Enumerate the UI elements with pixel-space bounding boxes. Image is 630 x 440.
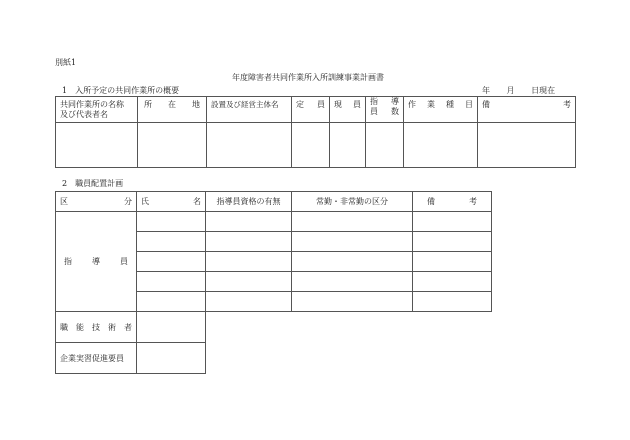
table-row [56, 343, 492, 374]
header-category-char: 区 [60, 197, 68, 206]
employment-cell[interactable] [292, 232, 413, 252]
qualification-cell[interactable] [206, 212, 292, 232]
qualification-cell[interactable] [206, 232, 292, 252]
date-year: 年 [482, 86, 490, 95]
employment-cell[interactable] [292, 272, 413, 292]
header-name-char: 氏 [141, 197, 149, 206]
header-remarks [478, 97, 576, 123]
header-location-char: 地 [192, 100, 200, 109]
date-line [476, 85, 576, 96]
operator-cell[interactable] [207, 123, 292, 168]
table-row [56, 312, 492, 343]
header-current-char: 現 [334, 100, 342, 109]
section2-heading: 2 職員配置計画 [62, 179, 124, 188]
header-category [56, 192, 137, 212]
header-work-type-char: 種 [446, 100, 454, 109]
employment-cell[interactable] [292, 292, 413, 312]
current-cell[interactable] [330, 123, 366, 168]
name-cell[interactable] [137, 292, 206, 312]
work-type-cell[interactable] [404, 123, 478, 168]
header-remarks [413, 192, 492, 212]
header-facility-name [56, 97, 138, 123]
employment-cell[interactable] [292, 212, 413, 232]
header-name [137, 192, 206, 212]
header-instructor-char: 数 [391, 107, 399, 116]
header-facility-name-line2: 及び代表者名 [60, 110, 108, 119]
header-location-char: 所 [144, 100, 152, 109]
row-label-promotion [56, 343, 137, 374]
section1-heading: 1 入所予定の共同作業所の概要 [62, 86, 180, 95]
header-remarks-char: 備 [427, 197, 435, 206]
row-label-char: 導 [92, 257, 100, 266]
header-work-type-char: 業 [427, 100, 435, 109]
employment-cell[interactable] [292, 252, 413, 272]
header-instructor-char: 員 [370, 107, 378, 116]
header-remarks-char: 備 [482, 100, 490, 109]
header-work-type [404, 97, 478, 123]
table-header-row [56, 192, 492, 212]
qualification-cell[interactable] [206, 252, 292, 272]
header-location-char: 在 [168, 100, 176, 109]
header-work-type-char: 目 [465, 100, 473, 109]
header-capacity-char: 定 [296, 100, 304, 109]
header-location [138, 97, 207, 123]
header-category-char: 分 [124, 197, 132, 206]
row-label-text: 職 能 技 術 者 [60, 322, 132, 332]
location-cell[interactable] [138, 123, 207, 168]
qualification-cell[interactable] [206, 272, 292, 292]
header-current-char: 員 [353, 100, 361, 109]
header-name-char: 名 [193, 197, 201, 206]
date-day: 日現在 [531, 86, 556, 95]
row-label-instructor [56, 212, 137, 312]
name-cell[interactable] [137, 212, 206, 232]
facility-name-cell[interactable] [56, 123, 138, 168]
header-employment-label: 常勤・非常勤の区分 [316, 197, 388, 206]
table-header-row [56, 97, 576, 123]
staffing-plan-table [55, 191, 492, 374]
header-capacity-char: 員 [317, 100, 325, 109]
header-remarks-char: 考 [563, 100, 571, 109]
name-cell[interactable] [137, 312, 206, 343]
table-row [56, 212, 492, 232]
row-label-char: 指 [64, 257, 72, 266]
document-title: 年度障害者共同作業所入所訓練事業計画書 [232, 73, 384, 82]
header-operator-label: 設置及び経営主体名 [211, 100, 279, 109]
facility-overview-table [55, 96, 576, 168]
name-cell[interactable] [137, 232, 206, 252]
header-instructor-char: 指 [370, 97, 378, 106]
qualification-cell[interactable] [206, 292, 292, 312]
name-cell[interactable] [137, 272, 206, 292]
remarks-cell[interactable] [413, 292, 492, 312]
capacity-cell[interactable] [292, 123, 330, 168]
remarks-cell[interactable] [413, 232, 492, 252]
header-employment [292, 192, 413, 212]
remarks-cell[interactable] [413, 272, 492, 292]
remarks-cell[interactable] [413, 212, 492, 232]
instructor-count-cell[interactable] [366, 123, 404, 168]
header-remarks-char: 考 [469, 197, 477, 206]
header-qualification [206, 192, 292, 212]
name-cell[interactable] [137, 252, 206, 272]
remarks-cell[interactable] [478, 123, 576, 168]
header-work-type-char: 作 [408, 100, 416, 109]
annex-label: 別紙1 [55, 58, 77, 67]
table-row [56, 123, 576, 168]
header-capacity [292, 97, 330, 123]
row-label-text: 企業実習促進要員 [60, 353, 124, 363]
row-label-vocational [56, 312, 137, 343]
row-label-char: 員 [120, 257, 128, 266]
header-current [330, 97, 366, 123]
date-month: 月 [506, 86, 515, 95]
remarks-cell[interactable] [413, 252, 492, 272]
header-operator [207, 97, 292, 123]
header-instructor-count [366, 97, 404, 123]
header-instructor-char: 導 [391, 97, 399, 106]
header-qualification-label: 指導員資格の有無 [216, 197, 281, 206]
name-cell[interactable] [137, 343, 206, 374]
header-facility-name-line1: 共同作業所の名称 [60, 100, 124, 109]
